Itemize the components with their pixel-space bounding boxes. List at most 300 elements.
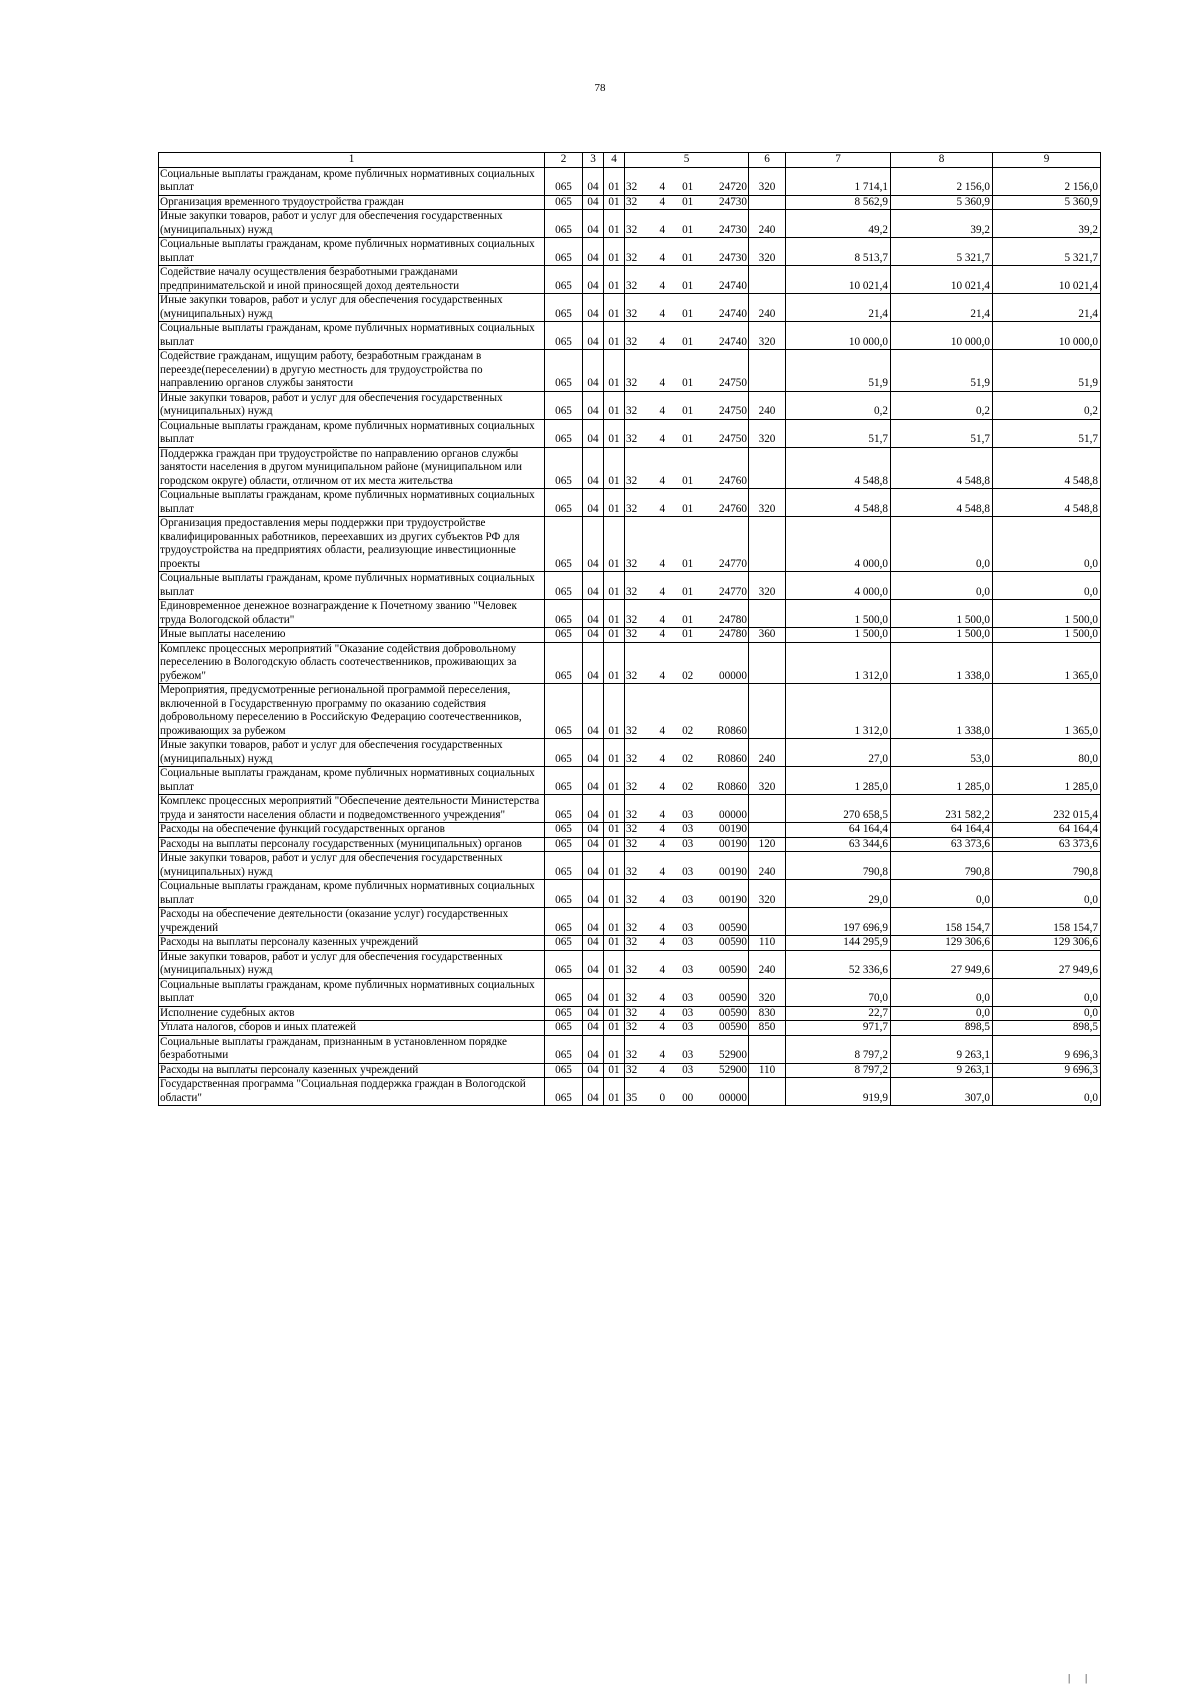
row-col2: 065 <box>545 852 583 880</box>
row-name: Социальные выплаты гражданам, кроме публичных нормативных социальных выплат <box>159 572 545 600</box>
row-col4: 01 <box>604 1078 625 1106</box>
row-col5 <box>625 936 749 951</box>
row-col5 <box>625 908 749 936</box>
csr-part: 00590 <box>719 992 747 1004</box>
csr-part: 24750 <box>719 433 747 445</box>
csr-part: 00590 <box>719 921 747 934</box>
row-col8: 9 263,1 <box>891 1035 993 1063</box>
csr-part: 00190 <box>719 823 747 835</box>
table-row <box>159 391 1101 419</box>
row-col8: 51,7 <box>891 419 993 447</box>
row-col6: 240 <box>749 950 786 978</box>
csr-part: 32 <box>626 628 638 640</box>
row-col9: 1 365,0 <box>993 642 1101 684</box>
row-col8: 10 021,4 <box>891 266 993 294</box>
row-col7: 52 336,6 <box>786 950 891 978</box>
row-col8: 790,8 <box>891 852 993 880</box>
csr-part: 03 <box>682 964 694 976</box>
csr-part: 52900 <box>719 1049 747 1061</box>
csr-part: 24740 <box>719 307 747 320</box>
row-col6: 320 <box>749 489 786 517</box>
row-col3: 04 <box>583 767 604 795</box>
table-row <box>159 600 1101 628</box>
csr-part: 32 <box>626 1006 638 1019</box>
row-col9: 0,0 <box>993 880 1101 908</box>
csr-part: 03 <box>682 1006 694 1019</box>
row-col6: 240 <box>749 739 786 767</box>
csr-part: 32 <box>626 181 638 193</box>
row-name: Социальные выплаты гражданам, кроме публичных нормативных социальных выплат <box>159 978 545 1006</box>
row-col8: 2 156,0 <box>891 167 993 195</box>
row-col4: 01 <box>604 684 625 739</box>
csr-part: 4 <box>659 377 666 389</box>
csr-part: 00 <box>682 1091 694 1104</box>
csr-part: 35 <box>626 1091 638 1104</box>
row-col6: 120 <box>749 837 786 852</box>
table-row <box>159 350 1101 392</box>
csr-part: 4 <box>659 780 666 793</box>
row-col7: 64 164,4 <box>786 823 891 838</box>
csr-part: 4 <box>659 474 666 487</box>
row-col4: 01 <box>604 1021 625 1036</box>
csr-part: 24750 <box>719 377 747 389</box>
row-name: Расходы на выплаты персоналу казенных учреждений <box>159 936 545 951</box>
row-col5 <box>625 322 749 350</box>
csr-part: 4 <box>659 433 666 445</box>
csr-part: 32 <box>626 992 638 1004</box>
row-col5 <box>625 1063 749 1078</box>
csr-part: 4 <box>659 964 666 976</box>
table-row <box>159 210 1101 238</box>
row-col8: 4 548,8 <box>891 447 993 489</box>
csr-part: 32 <box>626 377 638 389</box>
row-col8: 0,2 <box>891 391 993 419</box>
csr-part: 52900 <box>719 1063 747 1076</box>
row-col6: 110 <box>749 1063 786 1078</box>
row-col7: 8 513,7 <box>786 238 891 266</box>
row-col8: 4 548,8 <box>891 489 993 517</box>
row-name: Социальные выплаты гражданам, признанным в установленном порядке безработными <box>159 1035 545 1063</box>
csr-part: 32 <box>626 893 638 906</box>
table-row <box>159 1035 1101 1063</box>
row-col5 <box>625 167 749 195</box>
row-col8: 1 338,0 <box>891 642 993 684</box>
row-name: Иные выплаты населению <box>159 628 545 643</box>
csr-part: 32 <box>626 1021 638 1033</box>
page-number: 78 <box>594 82 606 94</box>
csr-part: 32 <box>626 752 638 765</box>
csr-part: 4 <box>659 279 666 292</box>
row-col3: 04 <box>583 210 604 238</box>
row-col2: 065 <box>545 823 583 838</box>
table-row <box>159 167 1101 195</box>
csr-part: 01 <box>682 335 694 348</box>
csr-part: 32 <box>626 433 638 445</box>
csr-part: 32 <box>626 964 638 976</box>
row-col8: 1 500,0 <box>891 600 993 628</box>
row-col3: 04 <box>583 936 604 951</box>
row-col8: 1 285,0 <box>891 767 993 795</box>
row-col3: 04 <box>583 266 604 294</box>
row-name: Иные закупки товаров, работ и услуг для обеспечения государственных (муниципальных) нужд <box>159 391 545 419</box>
row-col4: 01 <box>604 880 625 908</box>
row-col2: 065 <box>545 1063 583 1078</box>
row-col2: 065 <box>545 1078 583 1106</box>
row-col2: 065 <box>545 210 583 238</box>
csr-part: 32 <box>626 724 638 737</box>
row-col5 <box>625 1021 749 1036</box>
row-col2: 065 <box>545 572 583 600</box>
footer-mark: | | <box>1068 1672 1094 1684</box>
row-col9: 2 156,0 <box>993 167 1101 195</box>
row-col4: 01 <box>604 837 625 852</box>
table-row <box>159 1006 1101 1021</box>
row-name: Единовременное денежное вознаграждение к Почетному званию "Человек труда Вологодской области" <box>159 600 545 628</box>
table-row <box>159 266 1101 294</box>
row-col8: 0,0 <box>891 572 993 600</box>
csr-part: 00590 <box>719 964 747 976</box>
csr-part: 02 <box>682 752 694 765</box>
csr-part: 24730 <box>719 251 747 264</box>
row-col8: 21,4 <box>891 294 993 322</box>
row-col8: 898,5 <box>891 1021 993 1036</box>
csr-part: 03 <box>682 1021 694 1033</box>
row-col9: 1 285,0 <box>993 767 1101 795</box>
table-row <box>159 517 1101 572</box>
row-col9: 9 696,3 <box>993 1063 1101 1078</box>
row-col4: 01 <box>604 795 625 823</box>
csr-part: 24720 <box>719 181 747 193</box>
row-col5 <box>625 978 749 1006</box>
row-col9: 21,4 <box>993 294 1101 322</box>
row-col3: 04 <box>583 489 604 517</box>
table-row <box>159 322 1101 350</box>
row-col6 <box>749 823 786 838</box>
row-col4: 01 <box>604 266 625 294</box>
row-col6: 240 <box>749 210 786 238</box>
csr-part: 4 <box>659 893 666 906</box>
row-col8: 0,0 <box>891 1006 993 1021</box>
row-col9: 5 360,9 <box>993 195 1101 210</box>
row-col3: 04 <box>583 1063 604 1078</box>
csr-part: 03 <box>682 936 694 948</box>
row-col4: 01 <box>604 1006 625 1021</box>
row-col5 <box>625 880 749 908</box>
row-col4: 01 <box>604 767 625 795</box>
row-col2: 065 <box>545 238 583 266</box>
row-col7: 29,0 <box>786 880 891 908</box>
row-col6: 240 <box>749 391 786 419</box>
row-col7: 1 285,0 <box>786 767 891 795</box>
header-cell: 9 <box>993 153 1101 168</box>
csr-part: 32 <box>626 557 638 570</box>
row-col2: 065 <box>545 1021 583 1036</box>
row-col4: 01 <box>604 210 625 238</box>
row-name: Расходы на выплаты персоналу казенных учреждений <box>159 1063 545 1078</box>
row-name: Иные закупки товаров, работ и услуг для обеспечения государственных (муниципальных) нужд <box>159 852 545 880</box>
header-cell: 8 <box>891 153 993 168</box>
csr-part: 24730 <box>719 223 747 236</box>
csr-part: 32 <box>626 279 638 292</box>
csr-part: 00590 <box>719 1021 747 1033</box>
row-col2: 065 <box>545 978 583 1006</box>
table-row <box>159 628 1101 643</box>
csr-part: 4 <box>659 251 666 264</box>
row-col6: 320 <box>749 767 786 795</box>
csr-part: 24740 <box>719 335 747 348</box>
csr-part: 01 <box>682 628 694 640</box>
row-name: Комплекс процессных мероприятий "Обеспечение деятельности Министерства труда и занятости населения области и подведомственного учреждения" <box>159 795 545 823</box>
row-col9: 51,9 <box>993 350 1101 392</box>
row-col5 <box>625 517 749 572</box>
row-col7: 51,9 <box>786 350 891 392</box>
row-col3: 04 <box>583 195 604 210</box>
row-col7: 197 696,9 <box>786 908 891 936</box>
row-col4: 01 <box>604 294 625 322</box>
csr-part: 32 <box>626 837 638 850</box>
csr-part: 00590 <box>719 1006 747 1019</box>
row-col8: 27 949,6 <box>891 950 993 978</box>
csr-part: R0860 <box>717 724 747 737</box>
row-col5 <box>625 950 749 978</box>
csr-part: 01 <box>682 474 694 487</box>
row-col2: 065 <box>545 1006 583 1021</box>
table-row <box>159 1021 1101 1036</box>
row-name: Социальные выплаты гражданам, кроме публичных нормативных социальных выплат <box>159 419 545 447</box>
row-col9: 10 021,4 <box>993 266 1101 294</box>
row-col5 <box>625 572 749 600</box>
row-col9: 0,0 <box>993 572 1101 600</box>
row-col2: 065 <box>545 880 583 908</box>
row-col8: 51,9 <box>891 350 993 392</box>
csr-part: 32 <box>626 1049 638 1061</box>
row-col5 <box>625 350 749 392</box>
header-cell: 1 <box>159 153 545 168</box>
csr-part: 32 <box>626 780 638 793</box>
row-name: Организация временного трудоустройства граждан <box>159 195 545 210</box>
csr-part: 4 <box>659 808 666 821</box>
row-col4: 01 <box>604 322 625 350</box>
row-name: Иные закупки товаров, работ и услуг для обеспечения государственных (муниципальных) нужд <box>159 950 545 978</box>
row-col8: 64 164,4 <box>891 823 993 838</box>
csr-part: 32 <box>626 405 638 417</box>
csr-part: 01 <box>682 223 694 236</box>
table-body <box>159 167 1101 1106</box>
csr-part: 4 <box>659 669 666 682</box>
csr-part: 4 <box>659 181 666 193</box>
csr-part: 01 <box>682 405 694 417</box>
row-col6: 320 <box>749 322 786 350</box>
row-name: Исполнение судебных актов <box>159 1006 545 1021</box>
row-col9: 1 365,0 <box>993 684 1101 739</box>
row-col9: 5 321,7 <box>993 238 1101 266</box>
header-cell: 7 <box>786 153 891 168</box>
csr-part: 4 <box>659 1063 666 1076</box>
csr-part: 01 <box>682 279 694 292</box>
csr-part: 24780 <box>719 628 747 640</box>
csr-part: 4 <box>659 1049 666 1061</box>
table-row <box>159 852 1101 880</box>
row-col8: 1 500,0 <box>891 628 993 643</box>
row-col6: 320 <box>749 978 786 1006</box>
row-col4: 01 <box>604 572 625 600</box>
row-col7: 1 312,0 <box>786 684 891 739</box>
row-col4: 01 <box>604 950 625 978</box>
csr-part: 24730 <box>719 195 747 208</box>
csr-part: 4 <box>659 405 666 417</box>
csr-part: 32 <box>626 823 638 835</box>
row-col7: 1 714,1 <box>786 167 891 195</box>
row-col6 <box>749 908 786 936</box>
row-col4: 01 <box>604 1035 625 1063</box>
csr-part: 32 <box>626 669 638 682</box>
row-col2: 065 <box>545 739 583 767</box>
csr-part: 01 <box>682 585 694 598</box>
row-col3: 04 <box>583 517 604 572</box>
csr-part: 03 <box>682 865 694 878</box>
row-col9: 9 696,3 <box>993 1035 1101 1063</box>
row-col6 <box>749 517 786 572</box>
row-col3: 04 <box>583 628 604 643</box>
row-col6: 110 <box>749 936 786 951</box>
csr-part: 01 <box>682 307 694 320</box>
row-col5 <box>625 210 749 238</box>
csr-part: 4 <box>659 195 666 208</box>
budget-table <box>158 152 1101 1106</box>
row-col2: 065 <box>545 684 583 739</box>
row-col8: 39,2 <box>891 210 993 238</box>
row-name: Социальные выплаты гражданам, кроме публичных нормативных социальных выплат <box>159 489 545 517</box>
csr-part: 24770 <box>719 585 747 598</box>
csr-part: 4 <box>659 724 666 737</box>
header-cell: 5 <box>625 153 749 168</box>
row-col3: 04 <box>583 739 604 767</box>
csr-part: 02 <box>682 780 694 793</box>
csr-part: 24780 <box>719 613 747 626</box>
row-col3: 04 <box>583 419 604 447</box>
row-col8: 63 373,6 <box>891 837 993 852</box>
csr-part: 32 <box>626 936 638 948</box>
row-col8: 0,0 <box>891 880 993 908</box>
row-col2: 065 <box>545 1035 583 1063</box>
row-col4: 01 <box>604 195 625 210</box>
header-row <box>159 153 1101 168</box>
csr-part: 03 <box>682 837 694 850</box>
row-col4: 01 <box>604 908 625 936</box>
row-col2: 065 <box>545 642 583 684</box>
row-col7: 27,0 <box>786 739 891 767</box>
row-col3: 04 <box>583 1021 604 1036</box>
csr-part: 0 <box>659 1091 666 1104</box>
row-col9: 4 548,8 <box>993 489 1101 517</box>
row-col7: 971,7 <box>786 1021 891 1036</box>
header-cell: 6 <box>749 153 786 168</box>
row-col2: 065 <box>545 837 583 852</box>
row-col6 <box>749 447 786 489</box>
csr-part: 4 <box>659 223 666 236</box>
row-col5 <box>625 684 749 739</box>
row-col6: 320 <box>749 419 786 447</box>
table-row <box>159 642 1101 684</box>
table-row <box>159 739 1101 767</box>
row-name: Расходы на выплаты персоналу государственных (муниципальных) органов <box>159 837 545 852</box>
row-name: Организация предоставления меры поддержки при трудоустройстве квалифицированных работников, переехавших из других субъектов РФ для трудоустройства на предприятиях области, реализующие инвестиционные проекты <box>159 517 545 572</box>
table-row <box>159 447 1101 489</box>
row-col6: 320 <box>749 572 786 600</box>
row-col3: 04 <box>583 294 604 322</box>
row-col7: 63 344,6 <box>786 837 891 852</box>
row-col3: 04 <box>583 880 604 908</box>
table-row <box>159 936 1101 951</box>
row-col7: 270 658,5 <box>786 795 891 823</box>
row-name: Содействие гражданам, ищущим работу, безработным гражданам в переезде(переселении) в другую местность для трудоустройства по направлению органов службы занятости <box>159 350 545 392</box>
table-row <box>159 837 1101 852</box>
row-name: Комплекс процессных мероприятий "Оказание содействия добровольному переселению в Вологодскую область соотечественников, проживающих за рубежом" <box>159 642 545 684</box>
csr-part: 24770 <box>719 557 747 570</box>
csr-part: 00000 <box>719 808 747 821</box>
row-col6: 320 <box>749 167 786 195</box>
row-col3: 04 <box>583 391 604 419</box>
row-col3: 04 <box>583 837 604 852</box>
row-name: Социальные выплаты гражданам, кроме публичных нормативных социальных выплат <box>159 322 545 350</box>
row-col4: 01 <box>604 600 625 628</box>
csr-part: 4 <box>659 557 666 570</box>
row-col6: 830 <box>749 1006 786 1021</box>
csr-part: 00190 <box>719 837 747 850</box>
row-col7: 21,4 <box>786 294 891 322</box>
row-col2: 065 <box>545 419 583 447</box>
row-col9: 1 500,0 <box>993 628 1101 643</box>
row-col2: 065 <box>545 936 583 951</box>
row-col8: 158 154,7 <box>891 908 993 936</box>
row-col7: 144 295,9 <box>786 936 891 951</box>
row-col3: 04 <box>583 823 604 838</box>
row-col3: 04 <box>583 950 604 978</box>
row-col4: 01 <box>604 238 625 266</box>
row-col4: 01 <box>604 447 625 489</box>
row-col7: 49,2 <box>786 210 891 238</box>
row-col3: 04 <box>583 852 604 880</box>
table-row <box>159 1063 1101 1078</box>
csr-part: 4 <box>659 613 666 626</box>
row-col3: 04 <box>583 978 604 1006</box>
row-col7: 1 500,0 <box>786 628 891 643</box>
table-row <box>159 767 1101 795</box>
csr-part: 32 <box>626 613 638 626</box>
row-col6 <box>749 1078 786 1106</box>
row-col9: 0,0 <box>993 1006 1101 1021</box>
row-col6 <box>749 195 786 210</box>
csr-part: 00590 <box>719 936 747 948</box>
csr-part: 4 <box>659 752 666 765</box>
row-col5 <box>625 795 749 823</box>
row-col5 <box>625 642 749 684</box>
row-col2: 065 <box>545 950 583 978</box>
csr-part: 01 <box>682 251 694 264</box>
row-col9: 0,2 <box>993 391 1101 419</box>
row-col7: 51,7 <box>786 419 891 447</box>
row-name: Социальные выплаты гражданам, кроме публичных нормативных социальных выплат <box>159 238 545 266</box>
row-col9: 129 306,6 <box>993 936 1101 951</box>
row-name: Иные закупки товаров, работ и услуг для обеспечения государственных (муниципальных) нужд <box>159 210 545 238</box>
csr-part: 32 <box>626 195 638 208</box>
row-col2: 065 <box>545 517 583 572</box>
row-col5 <box>625 447 749 489</box>
row-col2: 065 <box>545 294 583 322</box>
row-col9: 27 949,6 <box>993 950 1101 978</box>
row-col2: 065 <box>545 391 583 419</box>
csr-part: 4 <box>659 335 666 348</box>
